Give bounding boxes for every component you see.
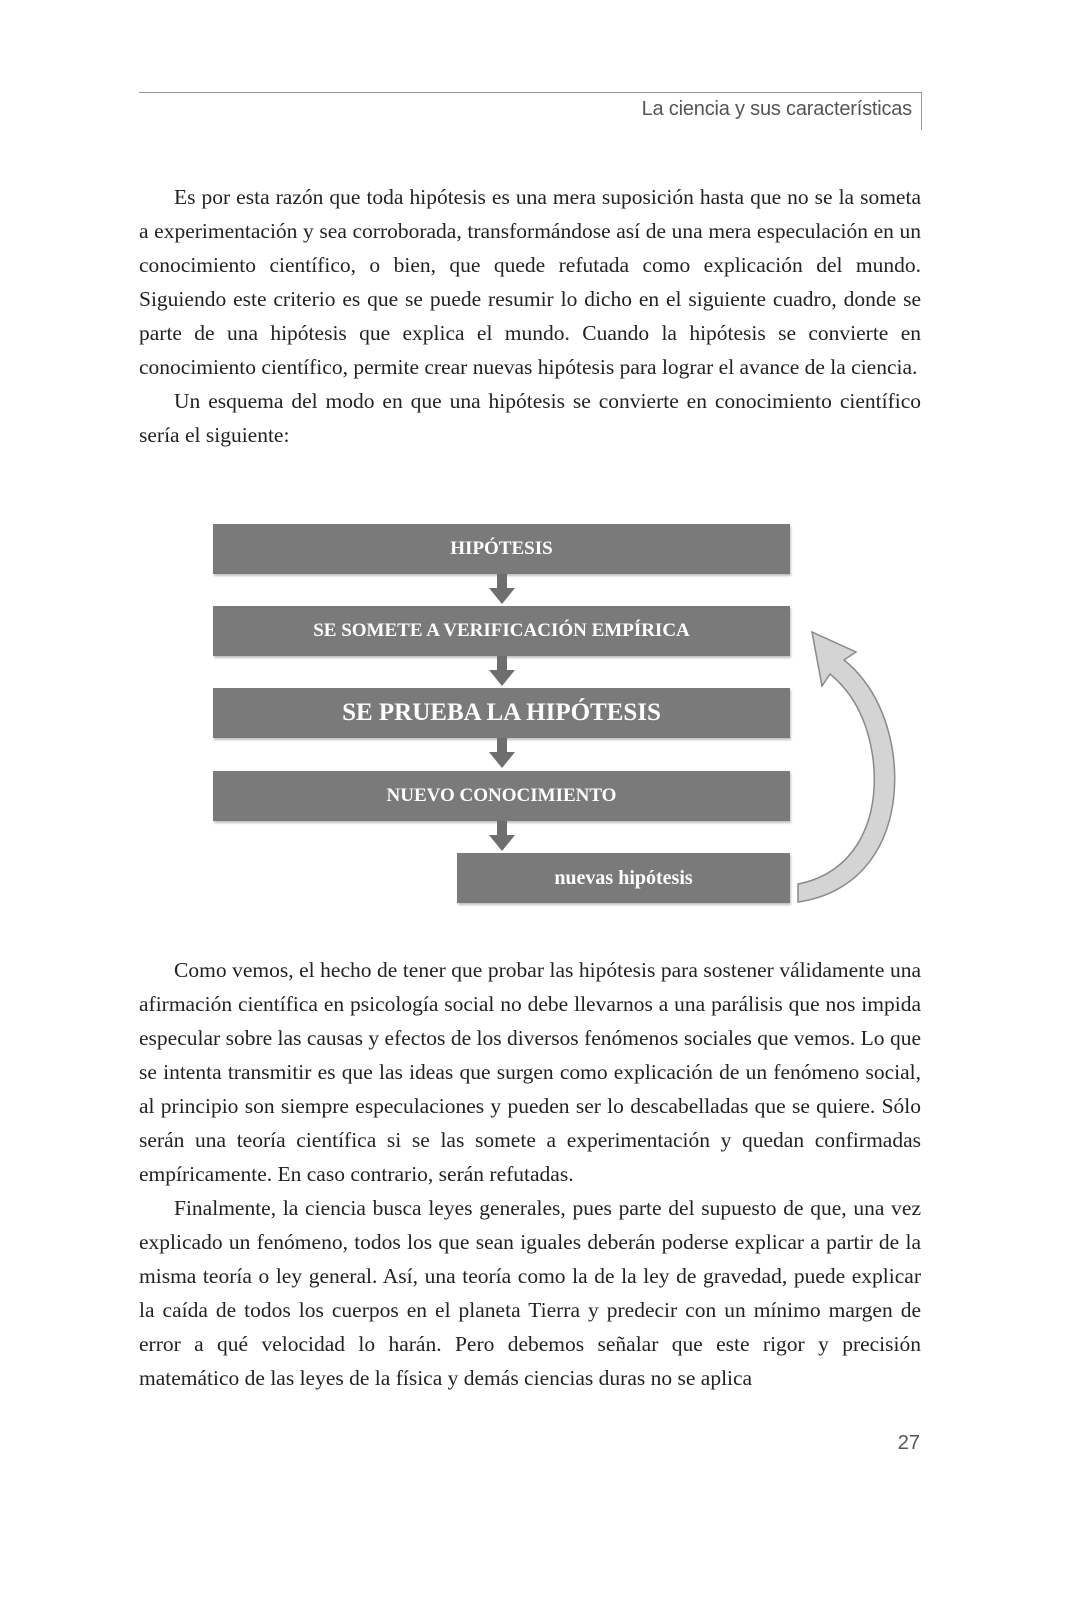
header-vertical-rule — [921, 92, 922, 130]
step-hipotesis: HIPÓTESIS — [213, 524, 790, 574]
step-nuevas-hipotesis: nuevas hipótesis — [457, 853, 790, 903]
header-rule — [139, 92, 921, 93]
step-prueba: SE PRUEBA LA HIPÓTESIS — [213, 688, 790, 738]
body-text-top — [139, 180, 921, 452]
page-number: 27 — [897, 1432, 920, 1454]
arrow-down-icon — [489, 656, 515, 686]
step-nuevo-conocimiento: NUEVO CONOCIMIENTO — [213, 771, 790, 821]
paragraph: Como vemos, el hecho de tener que probar las hipótesis para sostener válidamente una afirmación científica en psicología social no debe llevarnos a una parálisis que nos impida especular sobre las causas y efectos de los diversos fenómenos sociales que vemos. Lo que se intenta transmitir es que las ideas que surgen como explicación de un fenómeno social, al principio son siempre especulaciones y pueden ser lo descabelladas que se quiere. Sólo serán una teoría científica si se las somete a experimentación y quedan confirmadas empíricamente. En caso contrario, serán refutadas. — [139, 958, 921, 1186]
arrow-down-icon — [489, 574, 515, 604]
hypothesis-flow-diagram — [210, 522, 910, 912]
paragraph: Es por esta razón que toda hipótesis es una mera suposición hasta que no se la someta a experimentación y sea corroborada, transformándose así de una mera especulación en un conocimiento científico, o bien, que quede refutada como explicación del mundo. Siguiendo este criterio es que se puede resumir lo dicho en el siguiente cuadro, donde se parte de una hipótesis que explica el mundo. Cuando la hipótesis se convierte en conocimiento científico, permite crear nuevas hipótesis para lograr el avance de la ciencia. — [139, 185, 921, 379]
loop-back-arrow-icon — [790, 622, 900, 912]
running-title: La ciencia y sus características — [641, 98, 912, 120]
paragraph: Un esquema del modo en que una hipótesis se convierte en conocimiento científico sería el siguiente: — [139, 389, 921, 447]
arrow-down-icon — [489, 821, 515, 851]
step-verificacion: SE SOMETE A VERIFICACIÓN EMPÍRICA — [213, 606, 790, 656]
arrow-down-icon — [489, 738, 515, 768]
body-text-bottom — [139, 953, 921, 1395]
paragraph: Finalmente, la ciencia busca leyes generales, pues parte del supuesto de que, una vez explicado un fenómeno, todos los que sean iguales deberán poderse explicar a partir de la misma teoría o ley general. Así, una teoría como la de la ley de gravedad, puede explicar la caída de todos los cuerpos en el planeta Tierra y predecir con un mínimo margen de error a qué velocidad lo harán. Pero debemos señalar que este rigor y precisión matemático de las leyes de la física y demás ciencias duras no se aplica — [139, 1196, 921, 1390]
